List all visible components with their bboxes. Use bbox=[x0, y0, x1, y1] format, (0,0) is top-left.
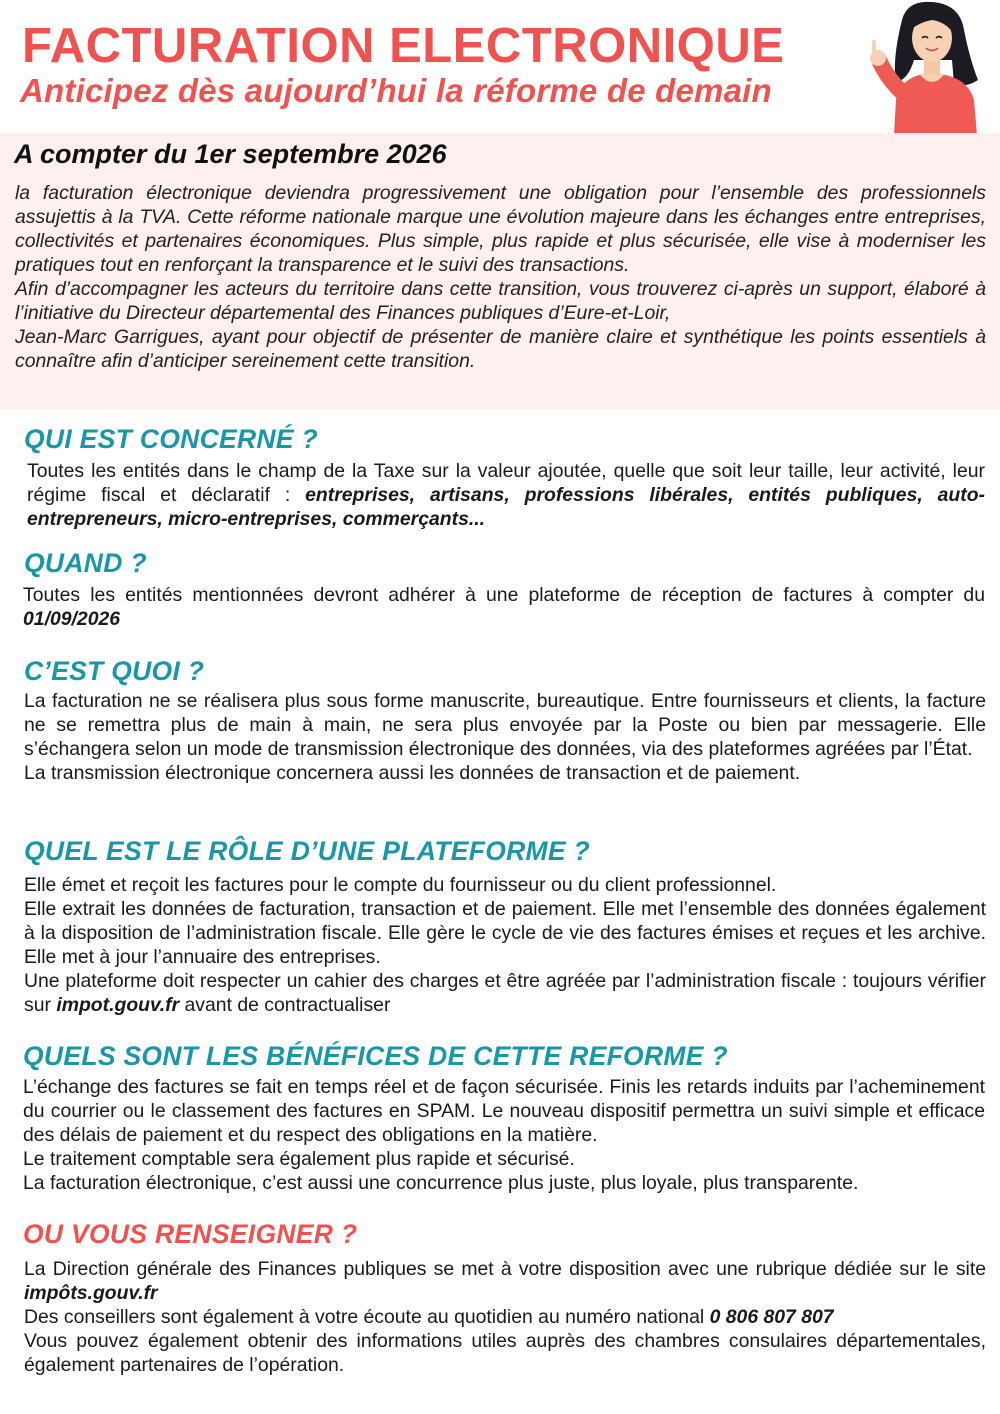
section-title-when: QUAND ? bbox=[24, 548, 147, 578]
what-paragraph: La transmission électronique concernera aussi les données de transaction et de paiement. bbox=[24, 762, 801, 784]
intro-heading: A compter du 1er septembre 2026 bbox=[14, 139, 447, 169]
benefits-paragraph: L’échange des factures se fait en temps réel et de façon sécurisée. Finis les retards induits par l’acheminement du courrier ou le classement des factures en SPAM. Le nouveau dispositif permettra un suivi simple et efficace des délais de paiement et du respect des obligations en la matière. bbox=[23, 1076, 985, 1146]
intro-paragraph: Jean-Marc Garrigues, ayant pour objectif de présenter de manière claire et synthétique les points essentiels à connaître afin d’anticiper sereinement cette transition. bbox=[15, 326, 986, 372]
info-paragraph: Des conseillers sont également à votre écoute au quotidien au numéro national bbox=[24, 1306, 710, 1328]
intro-paragraph: la facturation électronique deviendra progressivement une obligation pour l’ensemble des professionnels assujettis à la TVA. Cette réforme nationale marque une évolution majeure dans les échanges entre entreprises, collectivités et partenaires économiques. Plus simple, plus rapide et plus sécurisée, elle vise à moderniser les pratiques tout en renforçant la transparence et le suivi des transactions. bbox=[15, 182, 986, 276]
page-subtitle: Anticipez dès aujourd’hui la réforme de demain bbox=[20, 72, 772, 109]
section-body-what bbox=[24, 689, 986, 785]
who-emphasis: entreprises, artisans, professions libérales, entités publiques, auto-entrepreneurs, micro-entreprises, commerçants... bbox=[27, 484, 985, 530]
platform-link[interactable]: impot.gouv.fr bbox=[56, 994, 180, 1016]
intro-text bbox=[15, 181, 986, 373]
info-paragraph: La Direction générale des Finances publiques se met à votre disposition avec une rubrique dédiée sur le site bbox=[24, 1258, 986, 1280]
when-date: 01/09/2026 bbox=[23, 608, 121, 630]
section-body-benefits bbox=[23, 1075, 985, 1195]
section-title-platform: QUEL EST LE RÔLE D’UNE PLATEFORME ? bbox=[24, 836, 591, 866]
benefits-paragraph: La facturation électronique, c’est aussi une concurrence plus juste, plus loyale, plus transparente. bbox=[23, 1172, 859, 1194]
platform-paragraph: Une plateforme doit respecter un cahier des charges et être agréée par l’administration fiscale : toujours vérifier sur bbox=[24, 970, 986, 1016]
section-body-platform bbox=[24, 873, 986, 1017]
section-body-when bbox=[23, 583, 985, 631]
who-text: Toutes les entités dans le champ de la Taxe sur la valeur ajoutée, quelle que soit leur taille, leur activité, leur régime fiscal et déclaratif : bbox=[27, 460, 985, 506]
platform-paragraph: Elle extrait les données de facturation, transaction et de paiement. Elle met l’ensemble des données également à la disposition de l’administration fiscale. Elle gère le cycle de vie des factures émises et reçues et les archive. Elle met à jour l’annuaire des entreprises. bbox=[24, 898, 986, 968]
section-body-info bbox=[24, 1257, 986, 1377]
page-title: FACTURATION ELECTRONIQUE bbox=[22, 19, 785, 73]
section-title-info: OU VOUS RENSEIGNER ? bbox=[23, 1219, 358, 1249]
info-paragraph: Vous pouvez également obtenir des informations utiles auprès des chambres consulaires départementales, également partenaires de l’opération. bbox=[24, 1330, 986, 1376]
section-title-benefits: QUELS SONT LES BÉNÉFICES DE CETTE REFORME ? bbox=[23, 1041, 728, 1071]
info-phone: 0 806 807 807 bbox=[709, 1306, 834, 1328]
section-body-who bbox=[27, 459, 985, 531]
section-title-who: QUI EST CONCERNÉ ? bbox=[24, 424, 318, 454]
platform-paragraph-end: avant de contractualiser bbox=[179, 994, 391, 1016]
when-text: Toutes les entités mentionnées devront adhérer à une plateforme de réception de factures à compter du bbox=[23, 584, 985, 606]
section-title-what: C’EST QUOI ? bbox=[24, 656, 205, 686]
intro-paragraph: Afin d’accompagner les acteurs du territoire dans cette transition, vous trouverez ci-après un support, élaboré à l’initiative du Directeur départemental des Finances publiques d’Eure-et-Loir, bbox=[15, 278, 986, 324]
info-site-link[interactable]: impôts.gouv.fr bbox=[24, 1282, 158, 1304]
what-paragraph: La facturation ne se réalisera plus sous forme manuscrite, bureautique. Entre fournisseurs et clients, la facture ne se remettra plus de main à main, ne sera plus envoyée par la Poste ou bien par messagerie. Elle s’échangera selon un mode de transmission électronique des données, via des plateformes agréées par l’État. bbox=[24, 690, 986, 760]
benefits-paragraph: Le traitement comptable sera également plus rapide et sécurisé. bbox=[23, 1148, 575, 1170]
platform-paragraph: Elle émet et reçoit les factures pour le compte du fournisseur ou du client professionnel. bbox=[24, 874, 777, 896]
